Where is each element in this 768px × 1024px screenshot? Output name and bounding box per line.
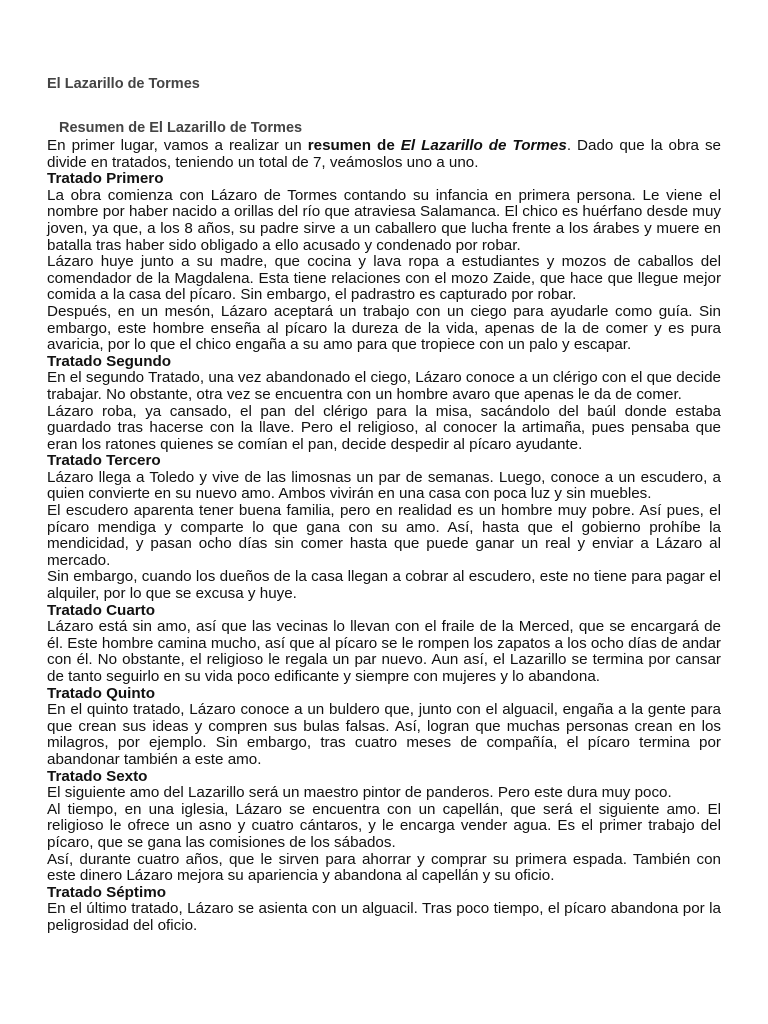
section-segundo-paragraph-1: En el segundo Tratado, una vez abandonado el ciego, Lázaro conoce a un clérigo con el que decide trabajar. No obstante, otra vez se encuentra con un hombre avaro que apenas le da de comer. — [47, 369, 721, 403]
summary-title: Resumen de El Lazarillo de Tormes — [59, 120, 303, 136]
section-quinto-paragraph-1: En el quinto tratado, Lázaro conoce a un buldero que, junto con el alguacil, engaña a la gente para que crean sus ideas y compren sus bulas falsas. Así, logran que muchas personas crean en los milagros, por ejemplo. Sin embargo, tras cuatro meses de compañía, el pícaro termina por abandonar también a este amo. — [47, 701, 721, 768]
section-primero-paragraph-2: Lázaro huye junto a su madre, que cocina y lava ropa a estudiantes y mozos de caballos del comendador de la Magdalena. Esta tiene relaciones con el mozo Zaide, que hace que llegue mejor comida a la casa del pícaro. Sin embargo, el padrastro es capturado por robar. — [47, 253, 721, 304]
section-sexto-paragraph-3: Así, durante cuatro años, que le sirven para ahorrar y comprar su primera espada. También con este dinero Lázaro mejora su apariencia y abandona al capellán y su oficio. — [47, 850, 721, 885]
section-septimo-paragraph-1: En el último tratado, Lázaro se asienta con un alguacil. Tras poco tiempo, el pícaro abandona por la peligrosidad del oficio. — [47, 900, 721, 934]
intro-bold: resumen de — [307, 137, 401, 154]
section-primero-paragraph-1: La obra comienza con Lázaro de Tormes contando su infancia en primera persona. Le viene el nombre por haber nacido a orillas del río que atraviesa Salamanca. El chico es huérfano desde muy joven, ya que, a los 8 años, su padre sirve a un caballero que lucha frente a los árabes y muere en batalla tras haber sido obligado a ello acusado y condenado por robar. — [47, 186, 721, 254]
section-tercero-paragraph-3: Sin embargo, cuando los dueños de la casa llegan a cobrar al escudero, este no tiene para pagar el alquiler, por lo que se excusa y huye. — [47, 568, 721, 603]
intro-book-title: El Lazarillo de Tormes — [400, 137, 567, 154]
section-heading-septimo: Tratado Séptimo — [47, 883, 166, 901]
section-primero-paragraph-3: Después, en un mesón, Lázaro aceptará un trabajo con un ciego para ayudarle como guía. Sin embargo, este hombre enseña al pícaro la dureza de la vida, apenas de la de comer y es pura avaricia, por lo que el chico engaña a su amo para que tropiece con un palo y escapar. — [47, 302, 721, 354]
intro-text-before: En primer lugar, vamos a realizar un — [47, 137, 308, 154]
intro-text-after: . Dado que la obra se divide en tratados, teniendo un total de 7, veámoslos uno a uno. — [47, 137, 721, 171]
section-cuarto-paragraph-1: Lázaro está sin amo, así que las vecinas lo llevan con el fraile de la Merced, que se encargará de él. Este hombre camina mucho, así que al pícaro se le rompen los zapatos a los ocho días de andar con él. No obstante, el religioso le regala un par nuevo. Aun así, el Lazarillo se termina por cansar de tanto seguirlo en su vida poco edificante y siempre con mujeres y lo abandona. — [47, 618, 721, 685]
section-heading-tercero: Tratado Tercero — [47, 452, 161, 470]
section-heading-sexto: Tratado Sexto — [47, 767, 148, 785]
section-heading-quinto: Tratado Quinto — [47, 684, 155, 702]
section-heading-segundo: Tratado Segundo — [47, 352, 172, 370]
section-heading-cuarto: Tratado Cuarto — [47, 601, 156, 619]
document-title: El Lazarillo de Tormes — [47, 76, 200, 92]
section-sexto-paragraph-1: El siguiente amo del Lazarillo será un maestro pintor de panderos. Pero este dura muy poco. — [47, 784, 672, 802]
section-tercero-paragraph-1: Lázaro llega a Toledo y vive de las limosnas un par de semanas. Luego, conoce a un escudero, a quien convierte en su nuevo amo. Ambos vivirán en una casa con poca luz y sin muebles. — [47, 468, 721, 503]
section-segundo-paragraph-2: Lázaro roba, ya cansado, el pan del clérigo para la misa, sacándolo del baúl donde estaba guardado tras hacerse con la llave. Pero el religioso, al conocer la artimaña, pues pensaba que eran los ratones quienes se comían el pan, decide despedir al pícaro ayudante. — [47, 402, 721, 453]
document-page — [47, 74, 721, 935]
intro-paragraph — [47, 138, 721, 171]
section-tercero-paragraph-2: El escudero aparenta tener buena familia, pero en realidad es un hombre muy pobre. Así pues, el pícaro mendiga y comparte lo que gana con su amo. Así, hasta que el gobierno prohíbe la mendicidad, y pasan ocho días sin comer hasta que puede ganar un real y enviar a Lázaro al mercado. — [47, 502, 721, 569]
section-sexto-paragraph-2: Al tiempo, en una iglesia, Lázaro se encuentra con un capellán, que será el siguiente amo. El religioso le ofrece un asno y cuatro cántaros, y le encarga vender agua. Es el primer trabajo del pícaro, que se gana las comisiones de los sábados. — [47, 800, 721, 851]
section-heading-primero: Tratado Primero — [47, 170, 164, 188]
